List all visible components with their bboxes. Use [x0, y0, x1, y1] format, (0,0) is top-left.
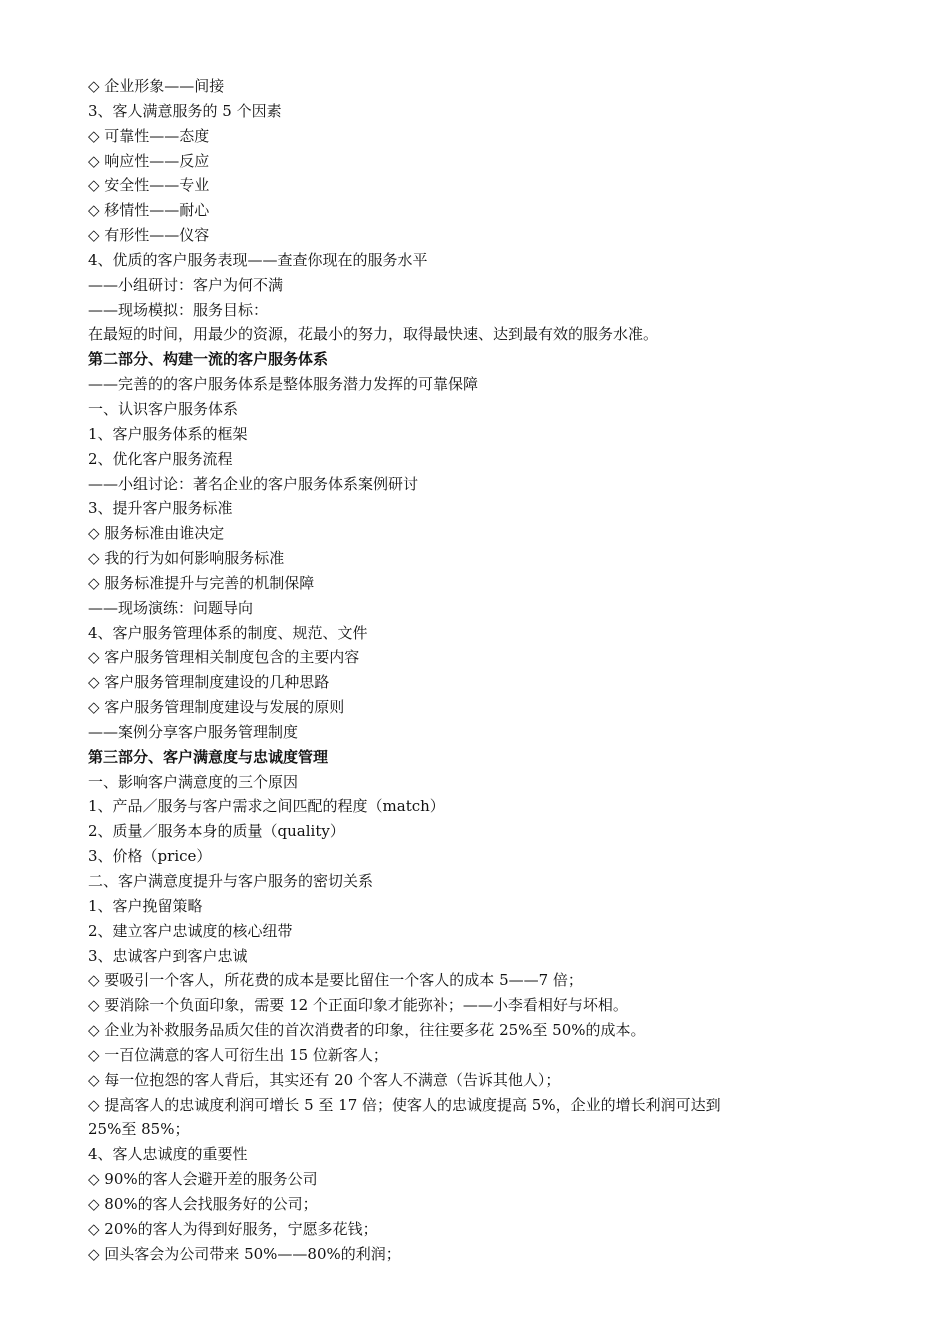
text-line: ◇ 企业形象——间接 — [88, 77, 225, 95]
text-line: ◇ 要吸引一个客人，所花费的成本是要比留住一个客人的成本 5——7 倍； — [88, 971, 583, 990]
text-line: 2、优化客户服务流程 — [88, 449, 233, 468]
text-line: ◇ 安全性——专业 — [88, 176, 210, 195]
text-line: ◇ 客户服务管理制度建设的几种思路 — [88, 673, 330, 692]
text-line: ◇ 80%的客人会找服务好的公司； — [88, 1194, 318, 1213]
text-line: 3、提升客户服务标准 — [88, 499, 233, 518]
text-line: ◇ 企业为补救服务品质欠佳的首次消费者的印象，往往要多花 25%至 50%的成本。 — [88, 1021, 646, 1040]
text-line: ——小组讨论：著名企业的客户服务体系案例研讨 — [88, 474, 419, 493]
text-line: ◇ 回头客会为公司带来 50%——80%的利润； — [88, 1244, 401, 1263]
text-line: ——小组研讨：客户为何不满 — [88, 275, 284, 294]
text-line: ◇ 提高客人的忠诚度利润可增长 5 至 17 倍；使客人的忠诚度提高 5%，企业的增长利润可达到 — [88, 1095, 721, 1114]
text-line: ◇ 响应性——反应 — [88, 151, 210, 170]
text-line: ——现场演练：问题导向 — [88, 598, 254, 617]
text-line: 2、建立客户忠诚度的核心纽带 — [88, 921, 293, 940]
text-line: 4、优质的客户服务表现——查查你现在的服务水平 — [88, 250, 428, 269]
text-line: ◇ 有形性——仪容 — [88, 226, 210, 245]
text-line: 在最短的时间，用最少的资源，花最小的努力，取得最快速、达到最有效的服务水准。 — [88, 325, 659, 344]
text-line: 1、客户服务体系的框架 — [88, 424, 248, 443]
section-heading: 第三部分、客户满意度与忠诚度管理 — [88, 747, 329, 766]
text-line: ◇ 20%的客人为得到好服务，宁愿多花钱； — [88, 1219, 378, 1238]
document-body — [88, 74, 788, 1267]
text-line: 4、客户服务管理体系的制度、规范、文件 — [88, 623, 368, 642]
text-line: ◇ 客户服务管理制度建设与发展的原则 — [88, 698, 345, 717]
text-line: 1、客户挽留策略 — [88, 896, 203, 915]
text-line: ◇ 每一位抱怨的客人背后，其实还有 20 个客人不满意（告诉其他人）； — [88, 1070, 561, 1089]
text-line: ◇ 要消除一个负面印象，需要 12 个正面印象才能弥补；——小李看相好与坏相。 — [88, 996, 628, 1015]
text-line: 1、产品／服务与客户需求之间匹配的程度（match） — [88, 797, 445, 816]
section-heading: 第二部分、构建一流的客户服务体系 — [88, 350, 329, 369]
text-line: ◇ 我的行为如何影响服务标准 — [88, 549, 285, 568]
text-line: 3、忠诚客户到客户忠诚 — [88, 946, 248, 965]
text-line: 一、影响客户满意度的三个原因 — [88, 772, 299, 791]
text-line: ◇ 一百位满意的客人可衍生出 15 位新客人； — [88, 1045, 388, 1064]
text-line: ——完善的的客户服务体系是整体服务潜力发挥的可靠保障 — [88, 375, 479, 394]
text-line: 3、客人满意服务的 5 个因素 — [88, 101, 282, 120]
text-line: 25%至 85%； — [88, 1120, 190, 1139]
text-line: ◇ 服务标准提升与完善的机制保障 — [88, 573, 315, 592]
text-line: 二、客户满意度提升与客户服务的密切关系 — [88, 872, 374, 890]
text-line: 2、质量／服务本身的质量（quality） — [88, 822, 345, 841]
text-line: 4、客人忠诚度的重要性 — [88, 1145, 248, 1164]
text-line: ◇ 90%的客人会避开差的服务公司 — [88, 1170, 318, 1189]
text-line: ◇ 客户服务管理相关制度包含的主要内容 — [88, 648, 360, 667]
text-line: ——案例分享客户服务管理制度 — [88, 722, 299, 741]
text-line: ◇ 移情性——耐心 — [88, 201, 210, 220]
text-line: ◇ 服务标准由谁决定 — [88, 524, 225, 543]
text-line: 3、价格（price） — [88, 847, 212, 866]
text-line: ——现场模拟：服务目标： — [88, 300, 269, 319]
text-line: 一、认识客户服务体系 — [88, 399, 239, 418]
text-line: ◇ 可靠性——态度 — [88, 126, 210, 145]
